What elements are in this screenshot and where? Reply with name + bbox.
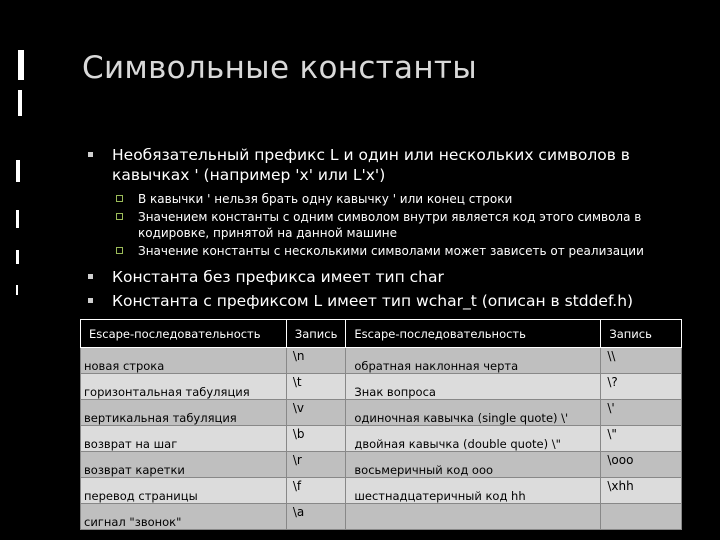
table-row	[81, 348, 682, 374]
bullet-char-type: Константа без префикса имеет тип char	[84, 267, 684, 287]
header-escape-seq-1: Escape-последовательность	[81, 320, 287, 348]
cell-desc: возврат каретки	[81, 452, 287, 478]
table-row	[81, 426, 682, 452]
cell-desc: вертикальная табуляция	[81, 400, 287, 426]
cell-code: \ooo	[601, 452, 682, 478]
cell-desc: восьмеричный код ооо	[346, 452, 601, 478]
cell-code: \v	[286, 400, 346, 426]
sub-bullet-quote: В кавычки ' нельзя брать одну кавычку ' или конец строки	[84, 191, 684, 207]
cell-desc: шестнадцатеричный код hh	[346, 478, 601, 504]
decor-bar-1	[18, 50, 24, 80]
cell-desc: новая строка	[81, 348, 287, 374]
cell-code	[601, 504, 682, 530]
cell-code: \xhh	[601, 478, 682, 504]
cell-code: \n	[286, 348, 346, 374]
bullet-list	[84, 145, 684, 315]
slide-title: Символьные константы	[82, 50, 478, 86]
cell-code: \a	[286, 504, 346, 530]
cell-code: \"	[601, 426, 682, 452]
decor-bar-5	[16, 250, 19, 264]
cell-desc: Знак вопроса	[346, 374, 601, 400]
decor-bar-2	[18, 90, 22, 116]
table-row	[81, 374, 682, 400]
cell-desc: обратная наклонная черта	[346, 348, 601, 374]
table-row	[81, 478, 682, 504]
decor-bar-4	[16, 210, 19, 228]
table-row	[81, 400, 682, 426]
header-notation-1: Запись	[286, 320, 346, 348]
sub-bullet-single-char: Значением константы с одним символом внутри является код этого символа в кодировке, принятой на данной машине	[84, 209, 684, 241]
escape-sequence-table	[80, 319, 682, 530]
header-notation-2: Запись	[601, 320, 682, 348]
cell-code: \f	[286, 478, 346, 504]
cell-code: \b	[286, 426, 346, 452]
cell-desc: перевод страницы	[81, 478, 287, 504]
sub-bullet-list	[84, 191, 684, 259]
cell-desc: возврат на шаг	[81, 426, 287, 452]
decor-bar-3	[16, 160, 20, 182]
cell-desc	[346, 504, 601, 530]
cell-desc: горизонтальная табуляция	[81, 374, 287, 400]
table-row	[81, 452, 682, 478]
header-escape-seq-2: Escape-последовательность	[346, 320, 601, 348]
cell-desc: двойная кавычка (double quote) \"	[346, 426, 601, 452]
decor-bar-6	[16, 285, 18, 295]
sub-bullet-multi-char: Значение константы с несколькими символами может зависеть от реализации	[84, 243, 684, 259]
bullet-prefix: Необязательный префикс L и один или нескольких символов в кавычках ' (например 'x' или L'x')	[84, 145, 684, 185]
cell-desc: сигнал "звонок"	[81, 504, 287, 530]
cell-code: \t	[286, 374, 346, 400]
cell-code: \?	[601, 374, 682, 400]
cell-desc: одиночная кавычка (single quote) \'	[346, 400, 601, 426]
cell-code: \r	[286, 452, 346, 478]
cell-code: \'	[601, 400, 682, 426]
table-row	[81, 504, 682, 530]
table-header-row	[81, 320, 682, 348]
cell-code: \\	[601, 348, 682, 374]
bullet-wchar-type: Константа с префиксом L имеет тип wchar_t (описан в stddef.h)	[84, 291, 684, 311]
